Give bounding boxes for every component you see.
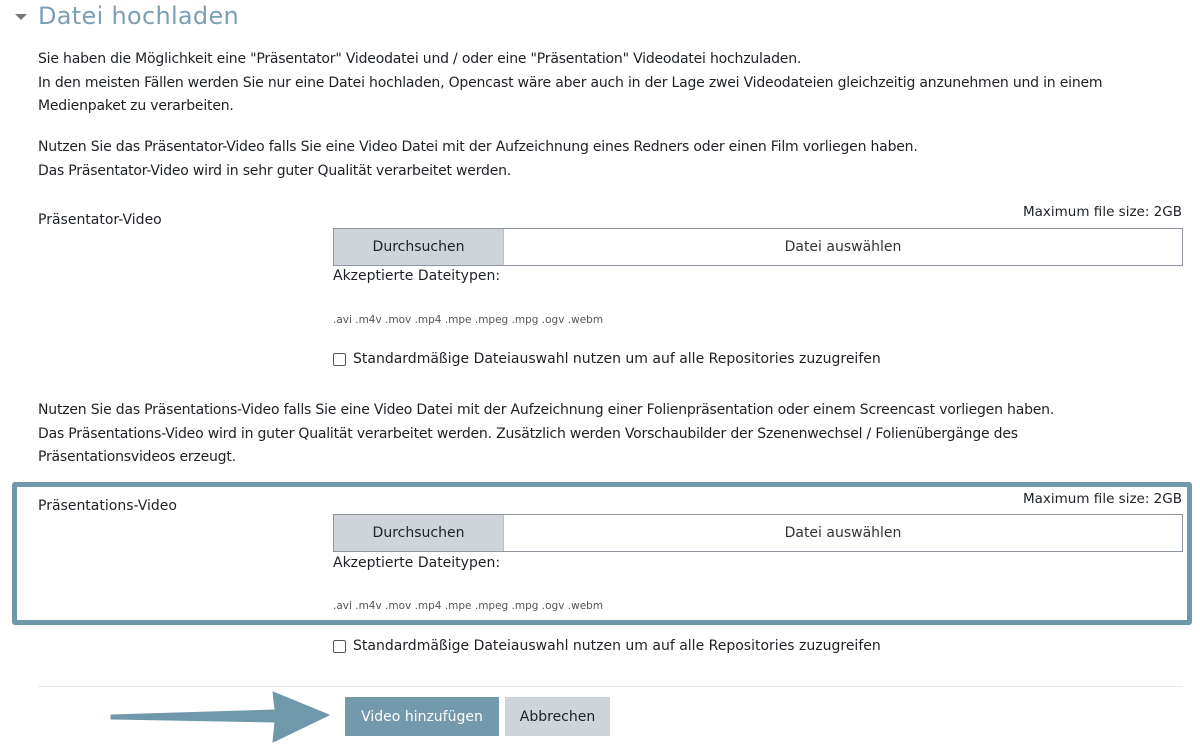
presentation-max-size: Maximum file size: 2GB bbox=[1023, 491, 1182, 507]
presenter-browse-button[interactable]: Durchsuchen bbox=[334, 229, 504, 265]
presentation-file-picker[interactable] bbox=[333, 514, 1183, 552]
add-video-button[interactable]: Video hinzufügen bbox=[345, 697, 499, 736]
presenter-accepted-label: Akzeptierte Dateitypen: bbox=[333, 268, 501, 284]
presenter-file-name[interactable]: Datei auswählen bbox=[784, 239, 902, 255]
info-line: Nutzen Sie das Präsentations-Video falls Sie eine Video Datei mit der Aufzeichnung einer Folienpräsentation oder einem Screencast vorliegen haben. bbox=[38, 402, 1055, 418]
arrow-icon bbox=[105, 688, 335, 746]
cancel-button[interactable]: Abbrechen bbox=[505, 697, 610, 736]
info-line: Nutzen Sie das Präsentator-Video falls Sie eine Video Datei mit der Aufzeichnung eines Redners oder einen Film vorliegen haben. bbox=[38, 139, 918, 155]
presentation-info bbox=[38, 399, 1054, 470]
presentation-checkbox-row[interactable] bbox=[333, 638, 881, 654]
presentation-checkbox[interactable] bbox=[333, 640, 346, 653]
intro-line: Sie haben die Möglichkeit eine "Präsentator" Videodatei und / oder eine "Präsentation" Videodatei hochzuladen. bbox=[38, 51, 802, 67]
presenter-checkbox[interactable] bbox=[333, 353, 346, 366]
intro-line: Medienpaket zu verarbeiten. bbox=[38, 98, 234, 114]
intro-line: In den meisten Fällen werden Sie nur eine Datei hochladen, Opencast wäre aber auch in der Lage zwei Videodateien gleichzeitig anzunehmen und in einem bbox=[38, 74, 1103, 91]
info-line: Das Präsentations-Video wird in guter Qualität verarbeitet werden. Zusätzlich werden Vorschaubilder der Szenenwechsel / Folienübergänge des bbox=[38, 425, 1018, 442]
info-line: Das Präsentator-Video wird in sehr guter Qualität verarbeitet werden. bbox=[38, 162, 512, 179]
collapse-caret-icon[interactable] bbox=[15, 14, 27, 20]
presentation-checkbox-label[interactable]: Standardmäßige Dateiauswahl nutzen um auf alle Repositories zuzugreifen bbox=[353, 638, 881, 654]
info-line: Präsentationsvideos erzeugt. bbox=[38, 449, 236, 465]
presenter-extensions: .avi .m4v .mov .mp4 .mpe .mpeg .mpg .ogv .webm bbox=[333, 314, 604, 326]
section-title[interactable]: Datei hochladen bbox=[38, 2, 240, 30]
presenter-max-size: Maximum file size: 2GB bbox=[1023, 204, 1182, 220]
presenter-file-picker[interactable] bbox=[333, 228, 1183, 266]
presentation-browse-button[interactable]: Durchsuchen bbox=[334, 515, 504, 551]
presenter-info bbox=[38, 136, 918, 183]
presentation-accepted-label: Akzeptierte Dateitypen: bbox=[333, 555, 501, 571]
intro-text bbox=[38, 48, 1102, 119]
presentation-file-name[interactable]: Datei auswählen bbox=[784, 525, 902, 541]
presenter-checkbox-row[interactable] bbox=[333, 351, 881, 367]
presentation-label: Präsentations-Video bbox=[38, 498, 177, 514]
presenter-label: Präsentator-Video bbox=[38, 212, 162, 228]
presentation-extensions: .avi .m4v .mov .mp4 .mpe .mpeg .mpg .ogv .webm bbox=[333, 600, 604, 612]
divider bbox=[38, 686, 1182, 687]
presenter-checkbox-label[interactable]: Standardmäßige Dateiauswahl nutzen um auf alle Repositories zuzugreifen bbox=[353, 351, 881, 367]
